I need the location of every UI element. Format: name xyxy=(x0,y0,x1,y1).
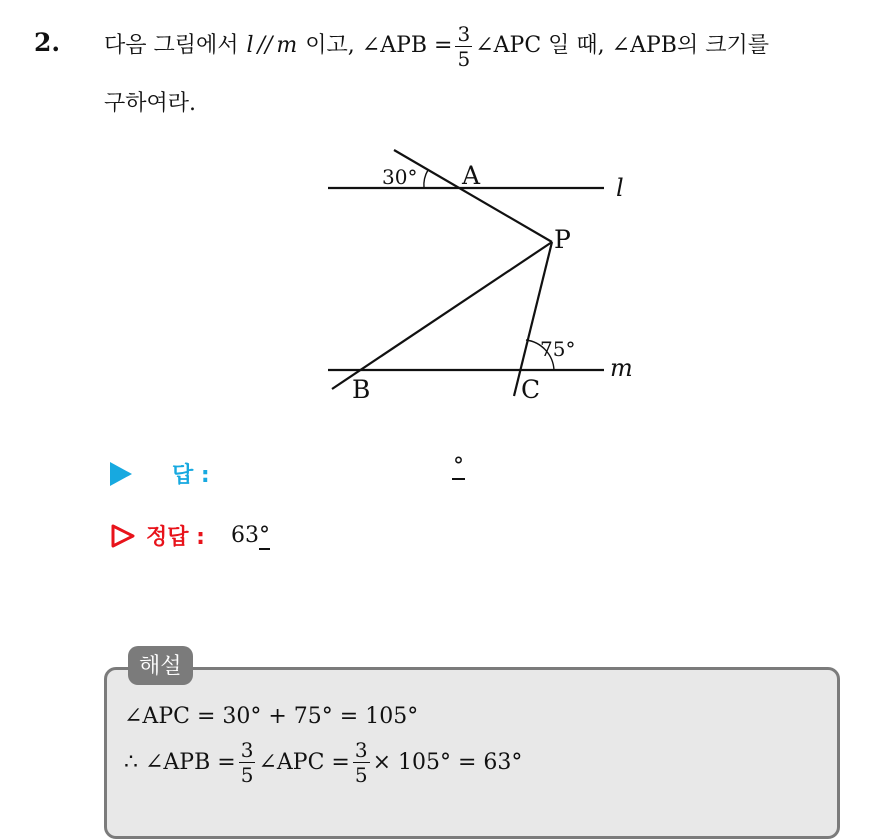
fraction-denominator: 5 xyxy=(457,46,471,71)
answer-blank-unit: ° xyxy=(453,454,464,479)
label-angle-75: 75° xyxy=(540,337,576,361)
geometry-figure xyxy=(300,138,660,408)
correct-answer-number: 63 xyxy=(230,523,259,548)
question-line-1 xyxy=(104,12,874,80)
solution-fraction-2-denominator: 5 xyxy=(354,763,368,787)
solution-fraction-1-denominator: 5 xyxy=(240,763,254,787)
angle-arc-30 xyxy=(424,170,428,188)
fraction-three-fifths xyxy=(455,21,472,71)
answer-label: 답 : xyxy=(172,463,210,488)
solution-line-1: ∠APC = 30° + 75° = 105° xyxy=(124,704,419,729)
solution-fraction-2-numerator: 3 xyxy=(354,738,368,762)
solution-fraction-1-numerator: 3 xyxy=(240,738,254,762)
condition-suffix: ∠APC 일 때, ∠APB의 크기를 xyxy=(475,33,769,58)
parallel-symbol: // xyxy=(257,33,273,58)
segment-pc xyxy=(514,242,552,396)
label-point-p: P xyxy=(554,225,571,254)
answer-blank-row xyxy=(110,458,210,489)
blue-triangle-icon xyxy=(110,462,132,486)
label-line-m: m xyxy=(610,354,633,382)
question-intro: 다음 그림에서 xyxy=(104,33,239,58)
solution-line-2-suffix: × 105° = 63° xyxy=(372,750,523,775)
question-number: 2. xyxy=(34,28,61,57)
solution-line-2-prefix: ∴ ∠APB = xyxy=(124,750,236,775)
label-point-b: B xyxy=(352,375,371,404)
label-point-a: A xyxy=(462,161,481,190)
solution-tag: 해설 xyxy=(128,646,193,685)
question-line-2: 구하여라. xyxy=(104,91,197,116)
condition-prefix: 이고, ∠APB = xyxy=(305,33,453,58)
red-outline-triangle-icon xyxy=(110,523,136,549)
solution-line-2 xyxy=(124,740,522,785)
correct-answer-row xyxy=(110,520,270,551)
var-m: m xyxy=(276,33,298,58)
solution-fraction-1 xyxy=(239,740,256,785)
fraction-numerator: 3 xyxy=(457,21,471,46)
label-point-c: C xyxy=(521,375,541,404)
segment-pb xyxy=(332,242,552,389)
label-line-l: l xyxy=(616,174,624,202)
correct-answer-unit: ° xyxy=(258,523,270,548)
correct-answer-label: 정답 : xyxy=(146,525,205,550)
var-l: l xyxy=(246,33,254,58)
label-angle-30: 30° xyxy=(382,165,418,189)
solution-line-2-mid: ∠APC = xyxy=(258,750,350,775)
solution-fraction-2 xyxy=(353,740,370,785)
correct-answer-value xyxy=(231,523,270,548)
question-stem xyxy=(104,12,874,120)
